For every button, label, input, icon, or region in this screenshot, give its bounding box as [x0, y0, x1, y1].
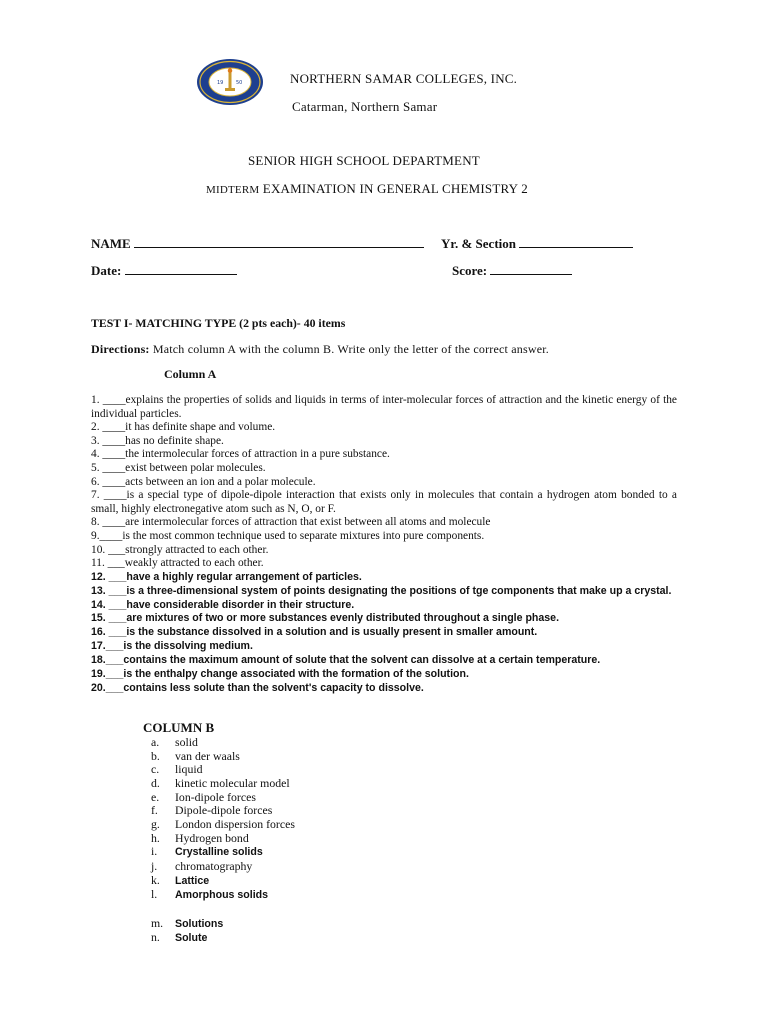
logo-year-left: 19 — [217, 80, 224, 86]
option-letter: e. — [151, 789, 160, 804]
option-letter: b. — [151, 748, 160, 763]
option-text: Crystalline solids — [175, 846, 263, 859]
option-text: Dipole-dipole forces — [175, 803, 273, 818]
list-item — [151, 860, 295, 874]
list-item — [151, 818, 295, 832]
list-item — [151, 736, 295, 750]
option-text: Solutions — [175, 917, 224, 930]
list-item: 9.____is the most common technique used to separate mixtures into pure components. — [91, 529, 485, 542]
list-item: 14. ___have considerable disorder in their structure. — [91, 598, 355, 611]
list-item: 6. ____acts between an ion and a polar molecule. — [91, 475, 316, 488]
list-item: 16. ___is the substance dissolved in a solution and is usually present in smaller amount. — [91, 626, 538, 639]
list-item — [151, 791, 295, 805]
option-letter: i. — [151, 844, 158, 859]
option-text: Hydrogen bond — [175, 830, 249, 845]
yr-section-field — [441, 236, 633, 252]
list-spacer — [151, 903, 295, 917]
option-text: solid — [175, 735, 198, 749]
option-text: van der waals — [175, 748, 240, 763]
score-blank[interactable] — [490, 263, 572, 275]
option-letter: d. — [151, 775, 160, 790]
option-letter: k. — [151, 872, 160, 887]
test-title: TEST I- MATCHING TYPE (2 pts each)- 40 items — [91, 316, 346, 330]
exam-title-rest: EXAMINATION IN GENERAL CHEMISTRY 2 — [259, 181, 528, 196]
list-item: 2. ____it has definite shape and volume. — [91, 421, 276, 434]
option-text: Lattice — [175, 874, 210, 887]
list-item: 15. ___are mixtures of two or more substances evenly distributed throughout a single phase. — [91, 612, 560, 625]
list-item: 4. ____the intermolecular forces of attraction in a pure substance. — [91, 448, 390, 461]
list-item: 11. ___weakly attracted to each other. — [91, 557, 264, 570]
option-letter: n. — [151, 930, 160, 945]
list-item: 19.___is the enthalpy change associated with the formation of the solution. — [91, 668, 469, 681]
name-label: NAME — [91, 236, 131, 251]
list-item — [151, 931, 295, 946]
option-letter: m. — [151, 915, 164, 930]
list-item: 13. ___is a three-dimensional system of points designating the positions of tge components that make up a crystal. — [91, 584, 672, 597]
directions — [91, 342, 549, 357]
yr-section-blank[interactable] — [519, 236, 633, 248]
list-item: 1. ____explains the properties of solids and liquids in terms of inter-molecular forces of attraction and the kinetic energy of the individual particles. — [91, 394, 677, 420]
list-item — [151, 917, 295, 932]
list-item — [151, 832, 295, 846]
option-letter: f. — [151, 803, 158, 818]
school-name: NORTHERN SAMAR COLLEGES, INC. — [290, 71, 518, 86]
date-label: Date: — [91, 263, 122, 278]
option-text: Solute — [175, 932, 208, 945]
exam-title — [206, 181, 528, 197]
list-item: 18.___contains the maximum amount of solute that the solvent can dissolve at a certain temperature. — [91, 654, 601, 667]
option-text: kinetic molecular model — [175, 775, 290, 790]
logo-year-right: 50 — [236, 80, 243, 86]
option-letter: a. — [151, 735, 160, 749]
column-a-title: Column A — [164, 367, 217, 381]
option-text: Amorphous solids — [175, 889, 268, 902]
list-item: 8. ____are intermolecular forces of attraction that exist between all atoms and molecule — [91, 516, 491, 529]
option-letter: g. — [151, 816, 160, 831]
option-letter: l. — [151, 887, 158, 902]
name-blank[interactable] — [134, 236, 424, 248]
list-item — [151, 845, 295, 860]
school-location: Catarman, Northern Samar — [292, 99, 438, 114]
school-seal-logo — [196, 58, 264, 106]
option-text: chromatography — [175, 858, 253, 873]
option-letter: h. — [151, 830, 160, 845]
list-item — [151, 777, 295, 791]
directions-text: Match column A with the column B. Write only the letter of the correct answer. — [149, 342, 549, 356]
option-letter: j. — [151, 858, 158, 873]
yr-section-label: Yr. & Section — [441, 236, 516, 251]
column-a-list — [91, 394, 677, 696]
date-field — [91, 263, 237, 279]
option-text: liquid — [175, 762, 203, 777]
column-b-title: COLUMN B — [143, 720, 215, 735]
option-text: London dispersion forces — [175, 816, 295, 831]
list-item — [151, 888, 295, 903]
list-item — [151, 804, 295, 818]
list-item: 12. ___have a highly regular arrangement of particles. — [91, 570, 362, 583]
option-text: Ion-dipole forces — [175, 789, 256, 804]
list-item: 3. ____has no definite shape. — [91, 434, 224, 447]
list-item: 10. ___strongly attracted to each other. — [91, 543, 269, 556]
list-item: 17.___is the dissolving medium. — [91, 640, 253, 653]
list-item: 7. ____is a special type of dipole-dipole interaction that exists only in molecules that contain a hydrogen atom bonded to a small, highly electronegative atom such as N, O, or F. — [91, 489, 677, 515]
column-b-list — [151, 736, 295, 946]
date-blank[interactable] — [125, 263, 237, 275]
name-field — [91, 236, 424, 252]
score-label: Score: — [452, 263, 488, 278]
list-item: 5. ____exist between polar molecules. — [91, 461, 266, 474]
list-item — [151, 763, 295, 777]
score-field — [452, 263, 572, 279]
list-item: 20.___contains less solute than the solvent's capacity to dissolve. — [91, 681, 424, 694]
exam-title-prefix: MIDTERM — [206, 184, 260, 196]
option-letter: c. — [151, 762, 160, 777]
directions-label: Directions: — [91, 342, 150, 356]
department-title: SENIOR HIGH SCHOOL DEPARTMENT — [248, 153, 480, 168]
list-item — [151, 874, 295, 889]
list-item — [151, 750, 295, 764]
